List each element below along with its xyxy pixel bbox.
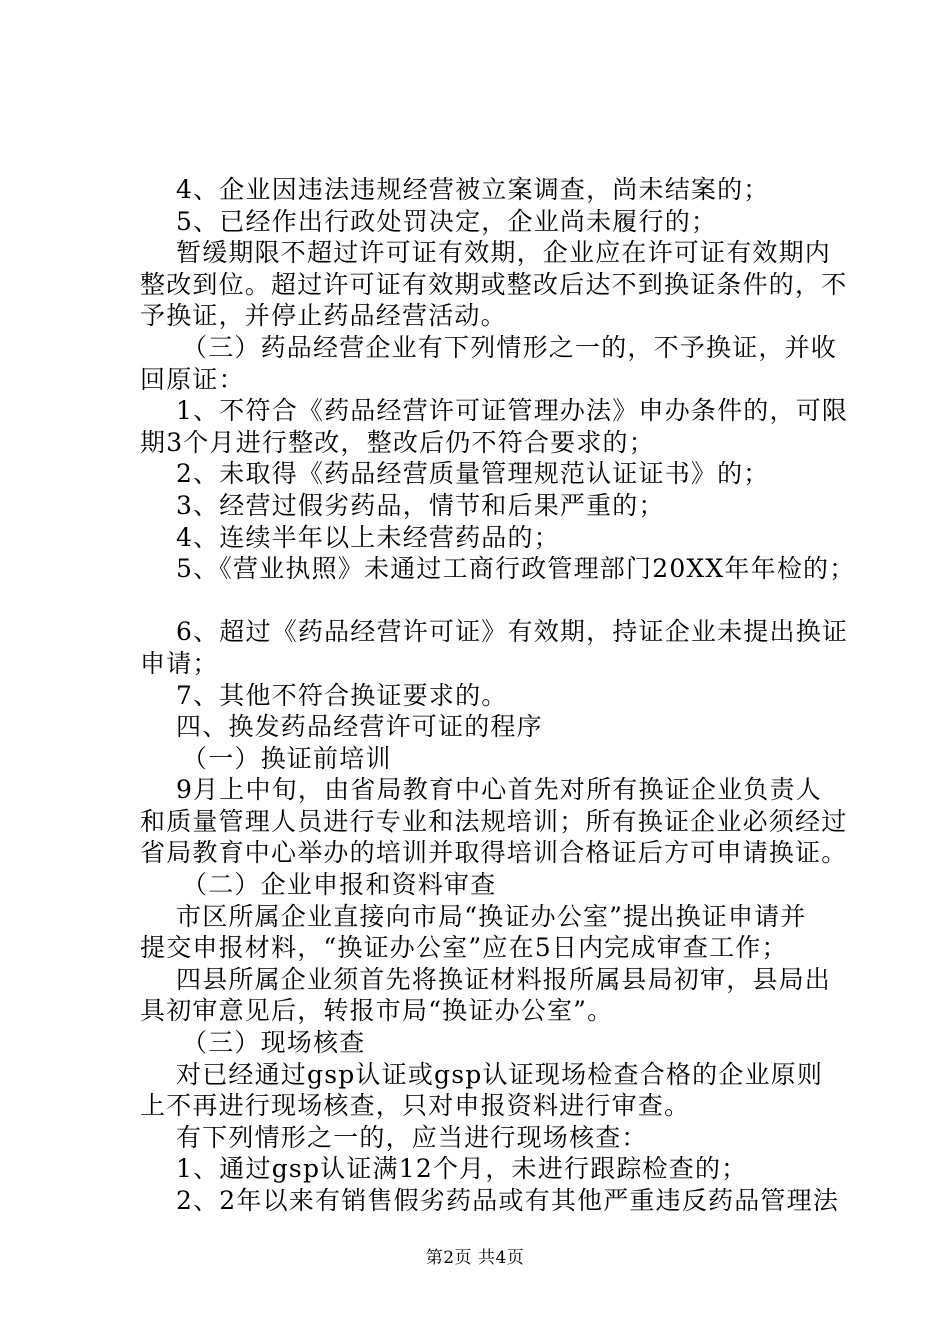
paragraph-line: 整改到位。超过许可证有效期或整改后达不到换证条件的，不 [140, 269, 848, 299]
paragraph-line: 7、其他不符合换证要求的。 [176, 680, 508, 710]
subsection-heading: （一）换证前培训 [182, 743, 392, 773]
section-heading: 四、换发药品经营许可证的程序 [176, 712, 543, 742]
paragraph-line: 1、不符合《药品经营许可证管理办法》申办条件的，可限 [176, 396, 849, 426]
paragraph-line: 具初审意见后，转报市局“换证办公室”。 [140, 996, 614, 1026]
paragraph-line: 1、通过gsp认证满12个月，未进行跟踪检查的； [176, 1154, 748, 1184]
paragraph-line: 对已经通过gsp认证或gsp认证现场检查合格的企业原则 [176, 1059, 824, 1089]
paragraph-line: 期3个月进行整改，整改后仍不符合要求的； [140, 427, 655, 457]
paragraph-line: 省局教育中心举办的培训并取得培训合格证后方可申请换证。 [140, 838, 848, 868]
paragraph-line: 市区所属企业直接向市局“换证办公室”提出换证申请并 [176, 901, 807, 931]
paragraph-line: 有下列情形之一的，应当进行现场核查： [176, 1122, 648, 1152]
blank-line [140, 585, 840, 617]
paragraph-line: 上不再进行现场核查，只对申报资料进行审查。 [140, 1091, 691, 1121]
paragraph-line: 2、未取得《药品经营质量管理规范认证证书》的； [176, 459, 770, 489]
paragraph-line: 4、企业因违法违规经营被立案调查，尚未结案的； [176, 175, 770, 204]
paragraph-line: 暂缓期限不超过许可证有效期，企业应在许可证有效期内 [176, 238, 832, 268]
paragraph-line: 2、2年以来有销售假劣药品或有其他严重违反药品管理法 [176, 1186, 840, 1215]
paragraph-line: 6、超过《药品经营许可证》有效期，持证企业未提出换证 [176, 617, 849, 647]
subsection-heading: （二）企业申报和资料审查 [182, 870, 497, 900]
document-body [140, 174, 856, 1217]
paragraph-line: 5、《营业执照》未通过工商行政管理部门20XX年年检的； [176, 554, 856, 584]
section-heading: （三）药品经营企业有下列情形之一的，不予换证，并收 [182, 332, 838, 362]
paragraph-line: 回原证： [140, 364, 245, 394]
paragraph-line: 5、已经作出行政处罚决定，企业尚未履行的； [176, 206, 718, 236]
paragraph-line: 申请； [140, 648, 219, 678]
paragraph-line: 4、连续半年以上未经营药品的； [176, 522, 560, 552]
paragraph-line: 9月上中旬，由省局教育中心首先对所有换证企业负责人 [176, 775, 822, 805]
subsection-heading: （三）现场核查 [182, 1028, 366, 1058]
page-number-footer: 第2页 共4页 [425, 1248, 525, 1268]
paragraph-line: 和质量管理人员进行专业和法规培训；所有换证企业必须经过 [140, 806, 848, 836]
paragraph-line: 3、经营过假劣药品，情节和后果严重的； [176, 490, 665, 520]
paragraph-line: 提交申报材料，“换证办公室”应在5日内完成审查工作； [140, 933, 788, 963]
paragraph-line: 四县所属企业须首先将换证材料报所属县局初审，县局出 [176, 964, 832, 994]
paragraph-line: 予换证，并停止药品经营活动。 [140, 301, 507, 331]
